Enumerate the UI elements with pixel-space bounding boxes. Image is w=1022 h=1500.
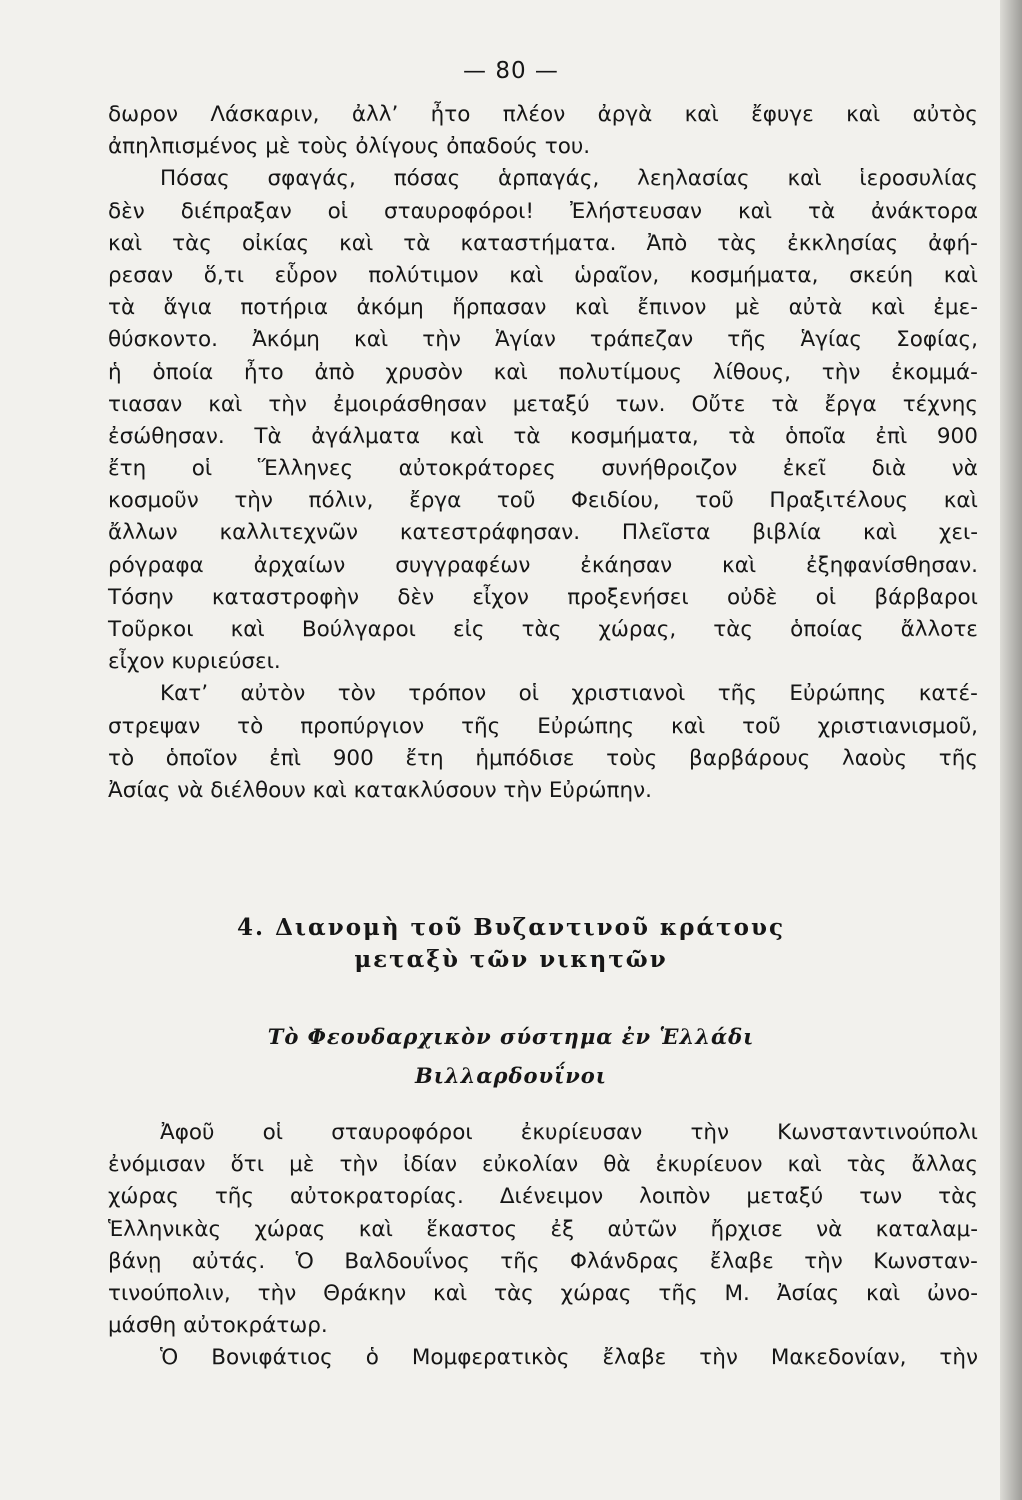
text-line: τὸ ὁποῖον ἐπὶ 900 ἔτη ἡμπόδισε τοὺς βαρβάρους λαοὺς τῆς xyxy=(108,745,978,771)
text-line: Πόσας σφαγάς, πόσας ἁρπαγάς, λεηλασίας καὶ ἱεροσυλίας xyxy=(160,166,978,192)
text-line: τινούπολιν, τὴν Θράκην καὶ τὰς χώρας τῆς Μ. Ἀσίας καὶ ὠνο- xyxy=(108,1280,978,1306)
text-line: μάσθη αὐτοκράτωρ. xyxy=(108,1313,328,1339)
text-line: θύσκοντο. Ἀκόμη καὶ τὴν Ἁγίαν τράπεζαν τῆς Ἁγίας Σοφίας, xyxy=(108,327,978,353)
section-2-text xyxy=(108,1117,978,1375)
text-line: στρεψαν τὸ προπύργιον τῆς Εὐρώπης καὶ τοῦ χριστιανισμοῦ, xyxy=(108,713,978,739)
text-line: Ἀφοῦ οἱ σταυροφόροι ἐκυρίευσαν τὴν Κωνσταντινούπολι xyxy=(160,1120,978,1145)
page-number: — 80 — xyxy=(463,58,559,84)
text-line: ρεσαν ὅ,τι εὗρον πολύτιμον καὶ ὡραῖον, κοσμήματα, σκεύη καὶ xyxy=(108,262,978,288)
text-line: τιασαν καὶ τὴν ἐμοιράσθησαν μεταξύ των. Οὔτε τὰ ἔργα τέχνης xyxy=(108,391,978,417)
section-heading-line-2: μεταξὺ τῶν νικητῶν xyxy=(354,946,668,973)
text-line: ρόγραφα ἀρχαίων συγγραφέων ἐκάησαν καὶ ἐξηφανίσθησαν. xyxy=(108,552,978,578)
text-line: τὰ ἅγια ποτήρια ἀκόμη ἥρπασαν καὶ ἔπινον μὲ αὐτὰ καὶ ἐμε- xyxy=(108,295,978,321)
section-heading-line-1: 4. Διανομὴ τοῦ Βυζαντινοῦ κράτους xyxy=(237,914,785,941)
text-line: ἀπηλπισμένος μὲ τοὺς ὀλίγους ὀπαδούς του. xyxy=(108,134,591,160)
text-line: ἄλλων καλλιτεχνῶν κατεστράφησαν. Πλεῖστα βιβλία καὶ χει- xyxy=(108,520,978,546)
page-edge-shadow xyxy=(1000,0,1022,1500)
text-line: ἡ ὁποία ἦτο ἀπὸ χρυσὸν καὶ πολυτίμους λίθους, τὴν ἐκομμά- xyxy=(108,359,978,385)
text-line: ἐνόμισαν ὅτι μὲ τὴν ἰδίαν εὐκολίαν θὰ ἐκυρίευον καὶ τὰς ἄλλας xyxy=(108,1152,978,1178)
text-line: Ἀσίας νὰ διέλθουν καὶ κατακλύσουν τὴν Εὐρώπην. xyxy=(108,777,652,803)
text-line: κοσμοῦν τὴν πόλιν, ἔργα τοῦ Φειδίου, τοῦ Πραξιτέλους καὶ xyxy=(108,488,978,514)
text-line: Ὁ Βονιφάτιος ὁ Μομφερατικὸς ἔλαβε τὴν Μακεδονίαν, τὴν xyxy=(160,1345,978,1371)
subheading-line-1: Τὸ Φεουδαρχικὸν σύστημα ἐν Ἑλλάδι xyxy=(267,1024,755,1049)
text-line: δωρον Λάσκαριν, ἀλλ’ ἦτο πλέον ἀργὰ καὶ ἔφυγε καὶ αὐτὸς xyxy=(108,102,978,127)
text-line: καὶ τὰς οἰκίας καὶ τὰ καταστήματα. Ἀπὸ τὰς ἐκκλησίας ἀφή- xyxy=(108,230,978,256)
text-line: χώρας τῆς αὐτοκρατορίας. Διένειμον λοιπὸν μεταξύ των τὰς xyxy=(108,1184,978,1210)
text-line: Ἑλληνικὰς χώρας καὶ ἕκαστος ἐξ αὐτῶν ἤρχισε νὰ καταλαμ- xyxy=(108,1216,978,1242)
text-line: ἐσώθησαν. Τὰ ἀγάλματα καὶ τὰ κοσμήματα, τὰ ὁποῖα ἐπὶ 900 xyxy=(108,423,978,449)
text-line: Τόσην καταστροφὴν δὲν εἶχον προξενήσει οὐδὲ οἱ βάρβαροι xyxy=(108,584,978,610)
text-line: εἶχον κυριεύσει. xyxy=(108,649,281,675)
section-1-text xyxy=(108,99,978,807)
text-line: Κατ’ αὐτὸν τὸν τρόπον οἱ χριστιανοὶ τῆς Εὐρώπης κατέ- xyxy=(160,681,978,707)
text-line: Τοῦρκοι καὶ Βούλγαροι εἰς τὰς χώρας, τὰς ὁποίας ἄλλοτε xyxy=(108,617,978,642)
text-line: δὲν διέπραξαν οἱ σταυροφόροι! Ἐλήστευσαν καὶ τὰ ἀνάκτορα xyxy=(108,198,978,224)
subheading-line-2: Βιλλαρδουΐνοι xyxy=(415,1063,607,1088)
text-line: βάνῃ αὐτάς. Ὁ Βαλδουΐνος τῆς Φλάνδρας ἔλαβε τὴν Κωνσταν- xyxy=(108,1248,978,1274)
text-line: ἔτη οἱ Ἕλληνες αὐτοκράτορες συνήθροιζον ἐκεῖ διὰ νὰ xyxy=(108,456,978,482)
